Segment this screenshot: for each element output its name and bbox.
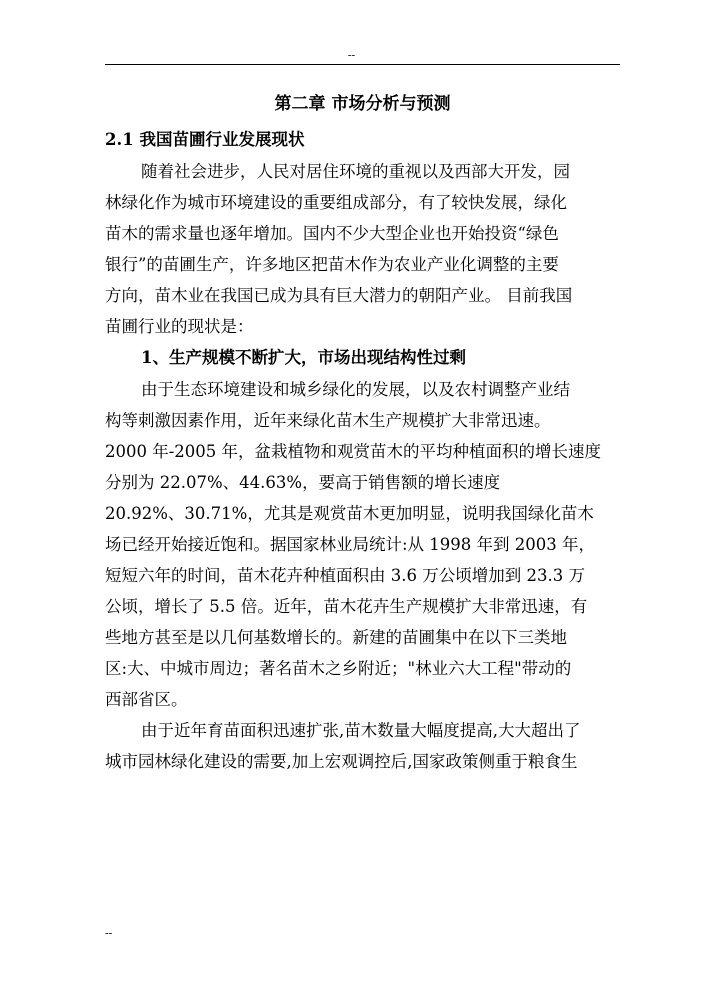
paragraph-1 <box>105 156 620 342</box>
paragraph-line: 西部省区。 <box>105 690 188 709</box>
paragraph-line: 公顷，增长了 5.5 倍。近年，苗木花卉生产规模扩大非常迅速，有 <box>105 597 588 616</box>
paragraph-line: 构等刺激因素作用，近年来绿化苗木生产规模扩大非常迅速。 <box>105 411 551 430</box>
chapter-title: 第二章 市场分析与预测 <box>274 94 451 114</box>
paragraph-line: 城市园林绿化建设的需要,加上宏观调控后,国家政策侧重于粮食生 <box>105 752 578 771</box>
paragraph-line: 分别为 22.07%、44.63%，要高于销售额的增长速度 <box>105 473 501 492</box>
paragraph-line: 20.92%、30.71%，尤其是观赏苗木更加明显，说明我国绿化苗木 <box>105 504 594 523</box>
paragraph-line: 短短六年的时间，苗木花卉种植面积由 3.6 万公顷增加到 23.3 万 <box>105 566 585 585</box>
paragraph-line: 由于生态环境建设和城乡绿化的发展，以及农村调整产业结 <box>141 380 570 399</box>
paragraph-line: 场已经开始接近饱和。据国家林业局统计:从 1998 年到 2003 年， <box>105 535 596 554</box>
paragraph-line: 银行”的苗圃生产，许多地区把苗木作为农业产业化调整的主要 <box>105 255 559 274</box>
paragraph-3 <box>105 715 620 777</box>
paragraph-line: 区:大、中城市周边；著名苗木之乡附近；"林业六大工程"带动的 <box>105 659 572 678</box>
paragraph-line: 些地方甚至是以几何基数增长的。新建的苗圃集中在以下三类地 <box>105 628 567 647</box>
paragraph-line: 2000 年-2005 年，盆栽植物和观赏苗木的平均种植面积的增长速度 <box>105 442 602 461</box>
paragraph-line: 林绿化作为城市环境建设的重要组成部分，有了较快发展，绿化 <box>105 193 567 212</box>
section-title: 2.1 我国苗圃行业发展现状 <box>105 130 305 149</box>
subheading: 1、生产规模不断扩大，市场出现结构性过剩 <box>141 348 466 367</box>
paragraph-2 <box>105 374 620 715</box>
page-footer-mark: -- <box>105 927 113 939</box>
paragraph-line: 方向，苗木业在我国已成为具有巨大潜力的朝阳产业。 目前我国 <box>105 286 573 305</box>
paragraph-line: 苗木的需求量也逐年增加。国内不少大型企业也开始投资“绿色 <box>105 224 559 243</box>
paragraph-line: 由于近年育苗面积迅速扩张,苗木数量大幅度提高,大大超出了 <box>141 721 581 740</box>
page-header-mark: -- <box>347 49 356 61</box>
paragraph-line: 苗圃行业的现状是： <box>105 317 254 336</box>
header-rule <box>105 64 620 65</box>
document-body <box>105 88 620 777</box>
paragraph-line: 随着社会进步，人民对居住环境的重视以及西部大开发，园 <box>141 162 570 181</box>
